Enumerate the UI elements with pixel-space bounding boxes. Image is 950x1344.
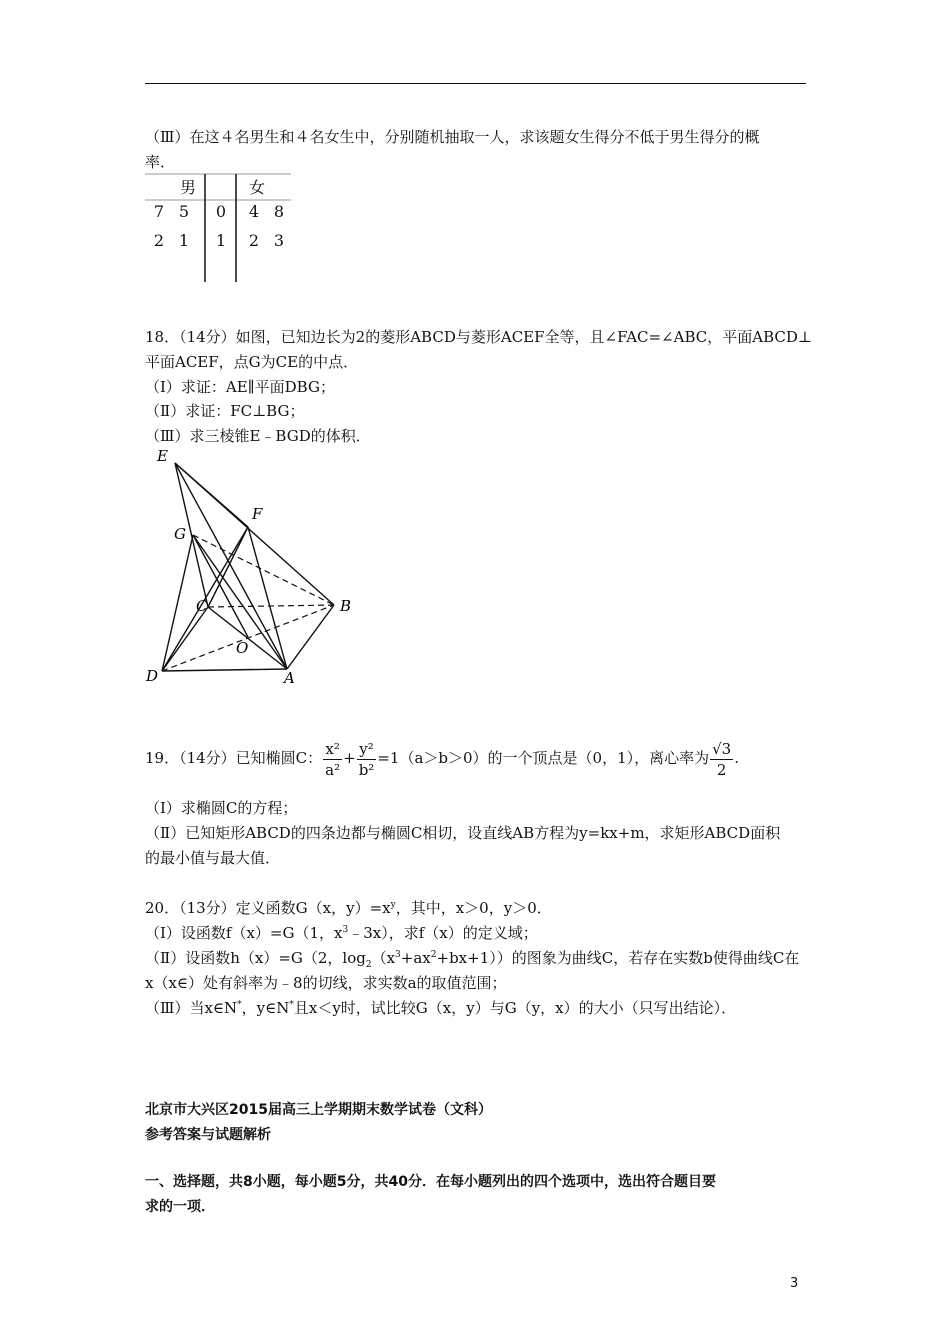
q18-part1: （Ⅰ）求证：AE∥平面DBG； — [145, 378, 335, 396]
leaf-left: 2 — [153, 231, 165, 250]
q20-part2-line1: （Ⅱ）设函数h（x）=G（2，$\log_2(x^3+ax^2+bx+1)$）的图象为曲线C，若存在实数b使得曲线C在 — [145, 949, 800, 970]
stem-leaf-lines — [145, 172, 295, 284]
fraction-y2-b2: $\frac{\text{y²}}{\text{b²}}$ — [358, 739, 375, 779]
edge-DA — [162, 669, 287, 671]
fraction-x2-a2: $\frac{\text{x²}}{\text{a²}}$ — [325, 739, 341, 779]
label-F: F — [252, 505, 263, 523]
q18-line2: 平面ACEF，点G为CE的中点． — [145, 353, 359, 371]
answers-title: 北京市大兴区2015届高三上学期期末数学试卷（文科） — [145, 1102, 492, 1118]
label-D: D — [146, 667, 159, 685]
q20-part2-line2: x（x∈）处有斜率为﹣8的切线，求实数a的取值范围； — [145, 974, 507, 992]
q19-part2-line1: （Ⅱ）已知矩形ABCD的四条边都与椭圆C相切，设直线AB方程为y=kx+m，求矩形ABCD面积 — [145, 824, 781, 842]
q19-prefix: 19．（14分）已知椭圆C： — [145, 749, 323, 767]
q17-part3-line1: （Ⅲ）在这４名男生和４名女生中，分别随机抽取一人，求该题女生得分不低于男生得分的概 — [145, 128, 760, 146]
geometry-figure — [140, 445, 370, 690]
header-male: 男 — [179, 178, 196, 197]
header-female: 女 — [248, 178, 265, 197]
q18-part3: （Ⅲ）求三棱锥E﹣BGD的体积． — [145, 427, 371, 445]
q19-stem: 19．（14分）已知椭圆C： $\frac{\text{x²}}{\text{a²}}$ + $\frac{\text{y²}}{\text{b²}}$ =1（a＞b＞0）的一个顶点是（0，1），离心率为 $\frac{√3}{2}$ . — [145, 739, 740, 779]
q18-line1: 18．（14分）如图，已知边长为2的菱形ABCD与菱形ACEF全等，且∠FAC=∠ABC，平面ABCD⊥ — [145, 328, 812, 346]
leaf-left: 7 — [153, 202, 165, 221]
q20-part1: （Ⅰ）设函数f（x）=G（1，$x^3﹣3x$），求f（x）的定义域； — [145, 924, 538, 942]
q20-line1: 20．（13分）定义函数G（x，$y)=x^y$，其中，x＞0，y＞0． — [145, 899, 552, 917]
edge-EB — [175, 463, 334, 605]
fraction-eccentricity: $\frac{√3}{2}$ — [712, 739, 732, 779]
edge-AB — [287, 605, 334, 669]
leaf-left: 1 — [178, 231, 190, 250]
section1-heading-line2: 求的一项． — [145, 1199, 215, 1215]
label-G: G — [174, 525, 186, 543]
edge-CB-dashed — [208, 605, 334, 607]
stem-value: 0 — [215, 202, 227, 221]
leaf-right: 2 — [248, 231, 260, 250]
leaf-right: 8 — [273, 202, 285, 221]
label-O: O — [236, 639, 249, 657]
edge-FA — [248, 527, 287, 669]
leaf-left: 5 — [178, 202, 190, 221]
q19-part2-line2: 的最小值与最大值． — [145, 849, 281, 867]
edge-EA — [175, 463, 287, 669]
leaf-right: 4 — [248, 202, 260, 221]
page-number: 3 — [790, 1276, 799, 1291]
label-E: E — [157, 447, 168, 465]
stem-value: 1 — [215, 231, 227, 250]
stem-leaf-table — [145, 172, 295, 284]
section1-heading-line1: 一、选择题，共8小题，每小题5分，共40分．在每小题列出的四个选项中，选出符合题目要 — [145, 1174, 716, 1190]
q17-part3-line2: 率． — [145, 153, 176, 171]
header-rule — [145, 83, 806, 84]
label-B: B — [340, 597, 352, 615]
label-C: C — [196, 597, 208, 615]
plus-sign: + — [343, 749, 356, 767]
edge-GO — [193, 535, 248, 637]
label-A: A — [284, 669, 295, 687]
q18-part2: （Ⅱ）求证：FC⊥BG； — [145, 402, 305, 420]
edge-DB-dashed — [162, 605, 334, 671]
q19-equation-text: =1（a＞b＞0）的一个顶点是（0，1），离心率为 — [377, 749, 710, 767]
answers-subtitle: 参考答案与试题解析 — [145, 1127, 271, 1143]
q19-part1: （Ⅰ）求椭圆C的方程； — [145, 799, 298, 817]
leaf-right: 3 — [273, 231, 285, 250]
q20-part3: （Ⅲ）当x∈N*，y∈N*且x＜y时，试比较G（x，y）与G（y，x）的大小（只写出结论）． — [145, 999, 737, 1017]
edge-FC — [208, 527, 248, 607]
